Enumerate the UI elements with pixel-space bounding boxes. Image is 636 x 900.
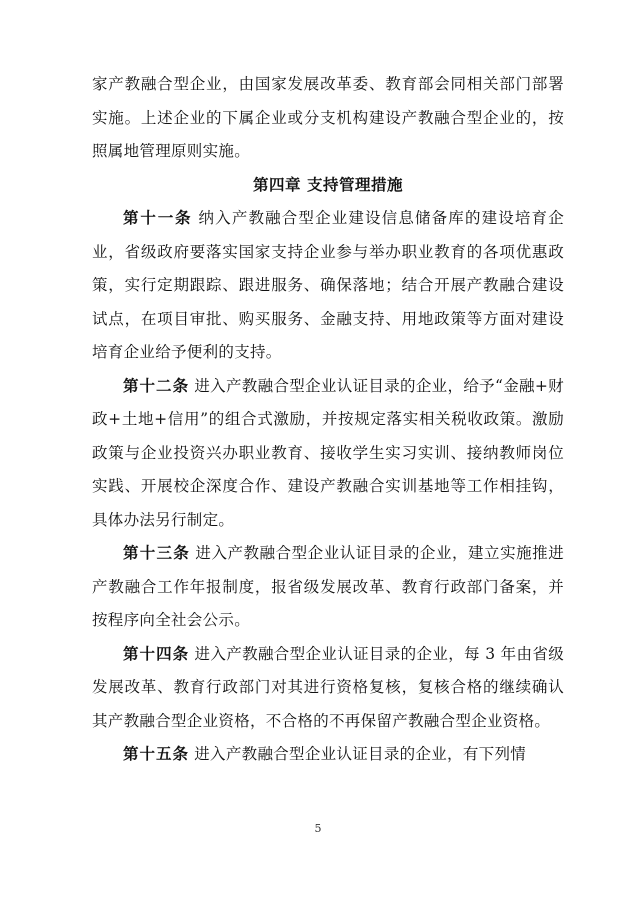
article-15 — [92, 738, 564, 772]
article-12 — [92, 370, 564, 538]
article-11 — [92, 202, 564, 370]
page-number: 5 — [314, 822, 322, 835]
article-label: 第十四条 — [123, 644, 190, 663]
article-13 — [92, 537, 564, 638]
article-text: 纳入产教融合型企业建设信息储备库的建设培育企业，省级政府要落实国家支持企业参与举办职业教育的各项优惠政策，实行定期跟踪、跟进服务、确保落地；结合开展产教融合建设试点，在项目审批、购买服务、金融支持、用地政策等方面对建设培育企业给予便利的支持。 — [92, 209, 564, 361]
continuation-paragraph: 家产教融合型企业，由国家发展改革委、教育部会同相关部门部署实施。上述企业的下属企业或分支机构建设产教融合型企业的，按照属地管理原则实施。 — [92, 75, 564, 160]
article-label: 第十二条 — [123, 376, 190, 395]
article-text: 进入产教融合型企业认证目录的企业，有下列情 — [194, 745, 527, 763]
article-text: 进入产教融合型企业认证目录的企业，给予“金融+财政+土地+信用”的组合式激励，并按规定落实相关税收政策。激励政策与企业投资兴办职业教育、接收学生实习实训、接纳教师岗位实践、开展校企深度合作、建设产教融合实训基地等工作相挂钩，具体办法另行制定。 — [92, 376, 564, 529]
article-text: 进入产教融合型企业认证目录的企业，建立实施推进产教融合工作年报制度，报省级发展改革、教育行政部门备案，并按程序向全社会公示。 — [92, 544, 564, 629]
article-14 — [92, 638, 564, 739]
article-label: 第十五条 — [123, 745, 190, 763]
article-text: 进入产教融合型企业认证目录的企业，每 3 年由省级发展改革、教育行政部门对其进行资格复核，复核合格的继续确认其产教融合型企业资格，不合格的不再保留产教融合型企业资格。 — [92, 644, 565, 730]
chapter-title: 第四章 支持管理措施 — [253, 175, 403, 194]
article-label: 第十一条 — [123, 209, 193, 227]
article-label: 第十三条 — [123, 544, 190, 562]
